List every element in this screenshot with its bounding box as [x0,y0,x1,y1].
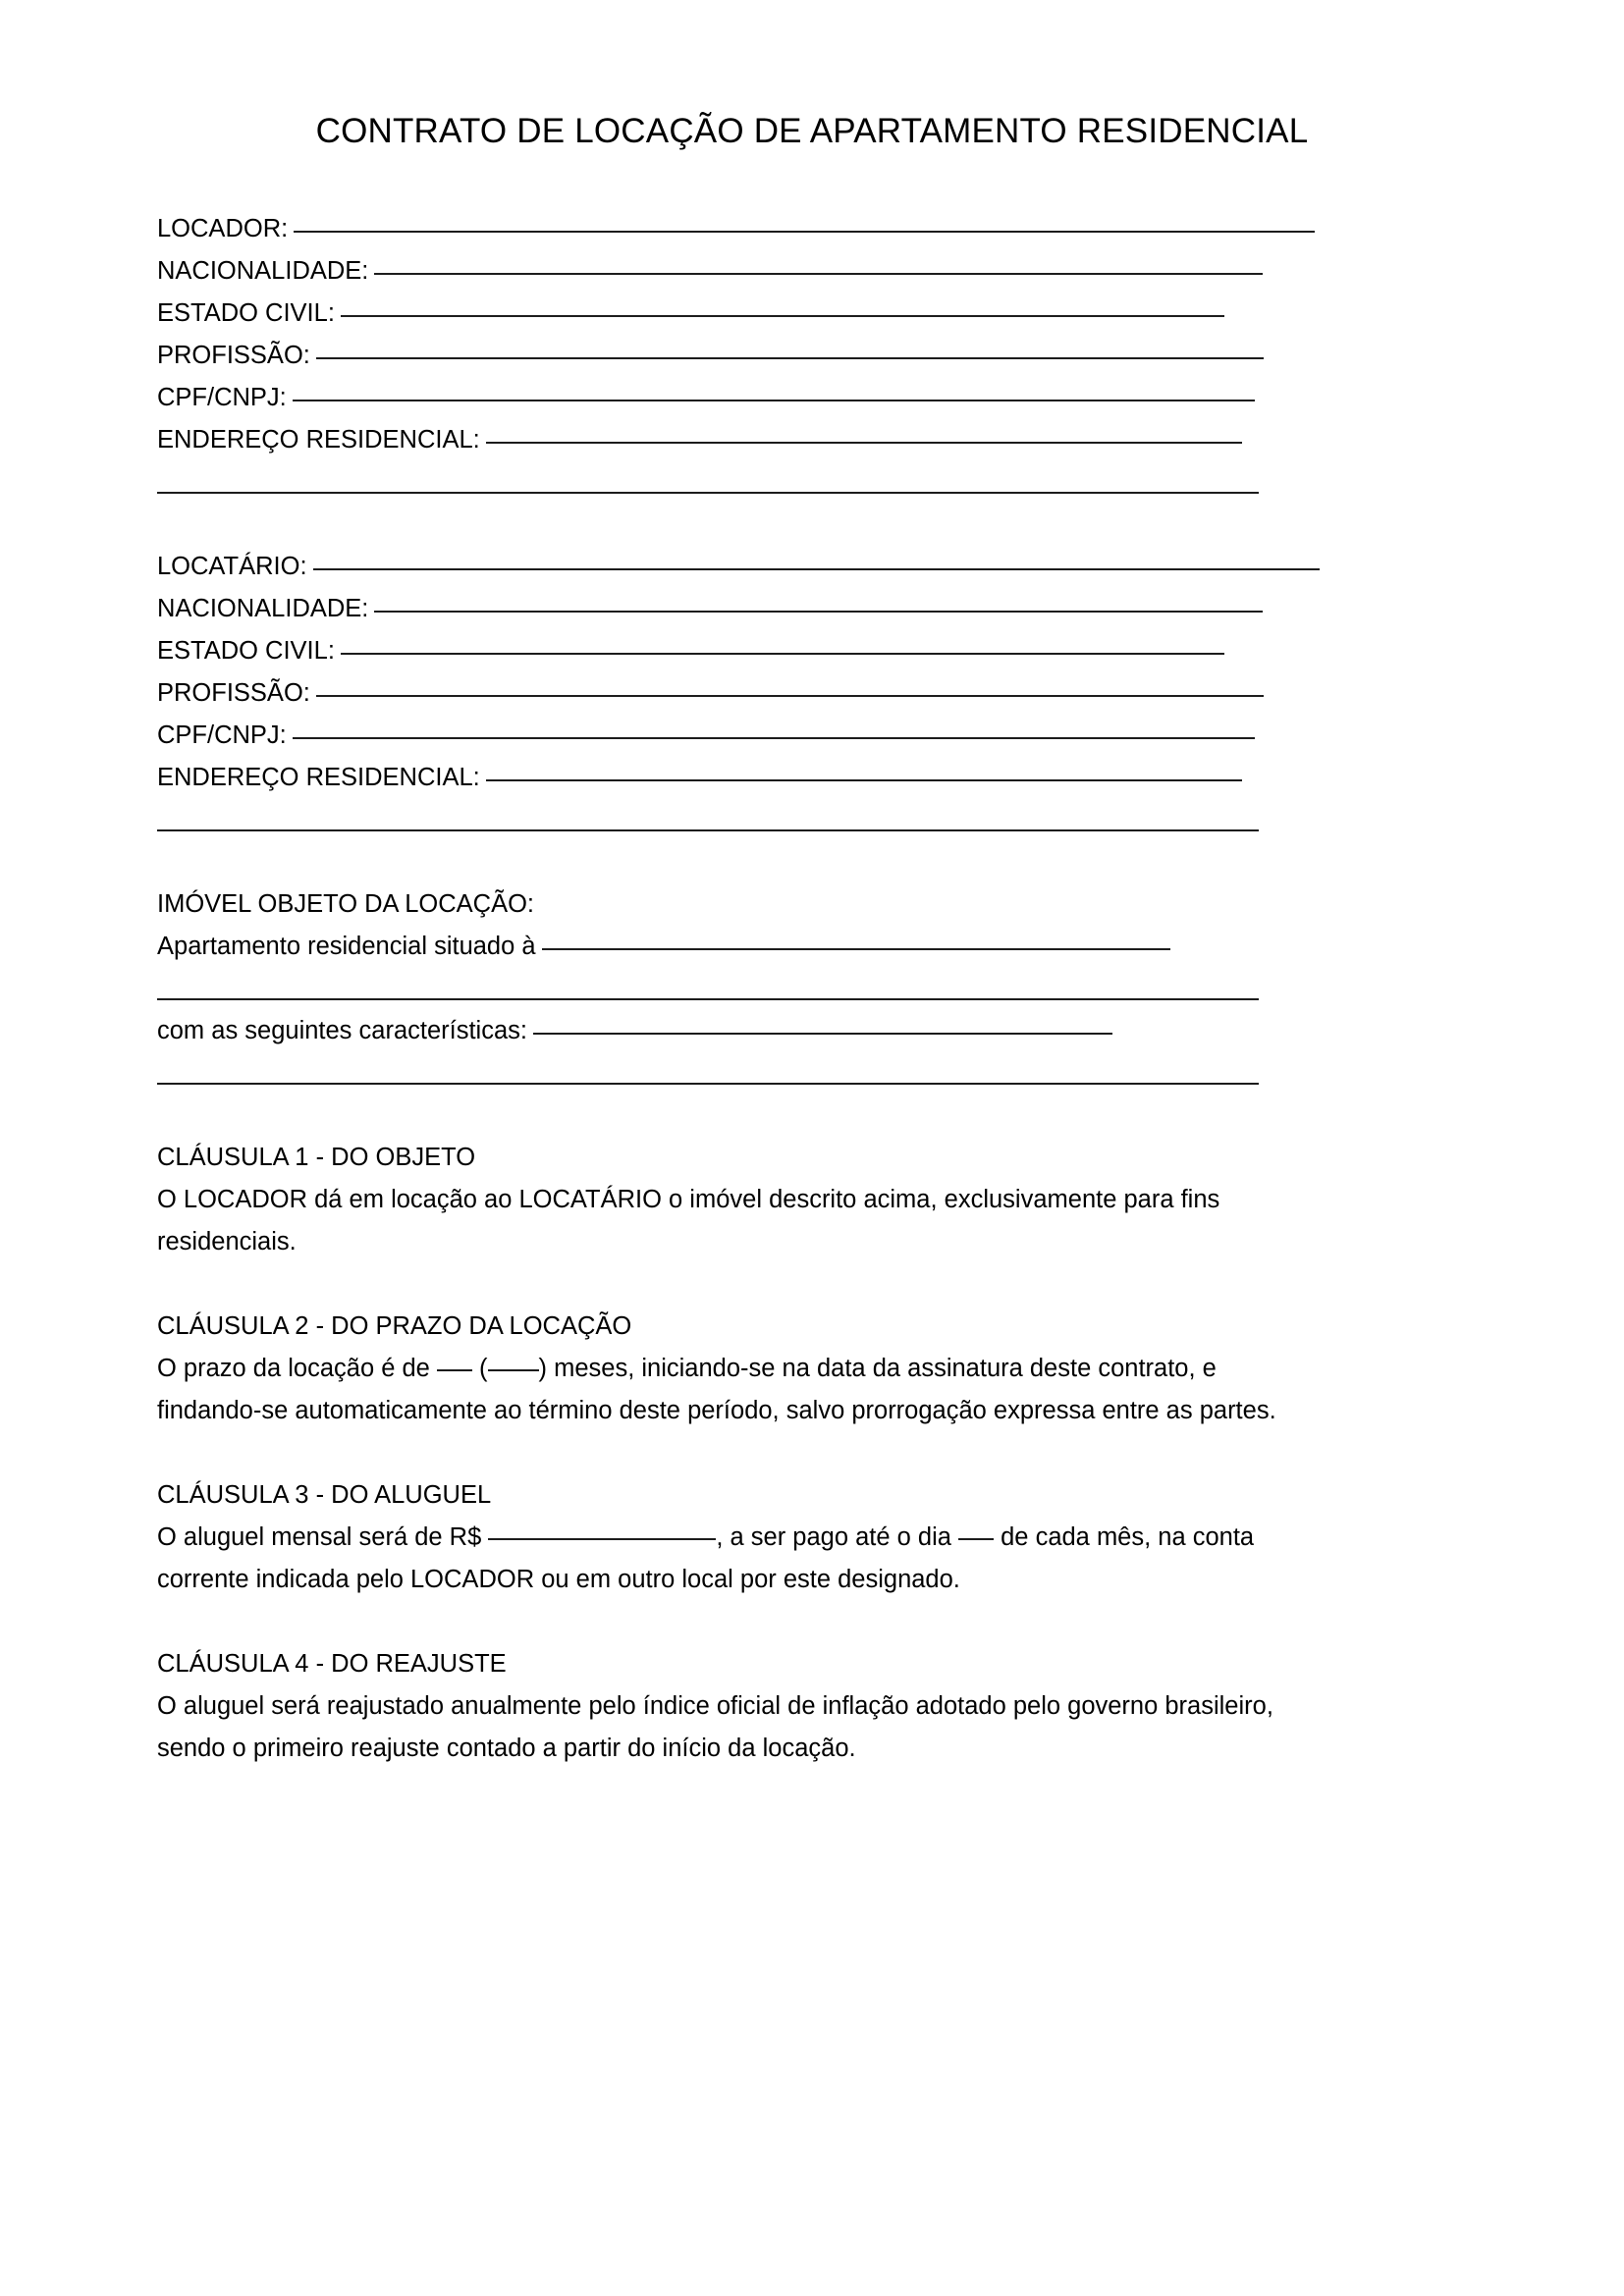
imovel-situado-rule[interactable] [542,948,1170,950]
imovel-caracteristicas-continuation-row [157,1052,1316,1095]
locador-field-rule[interactable] [316,357,1264,359]
locador-block [157,208,1316,504]
locador-field-row [157,419,1316,461]
clause-section [157,1137,1316,1306]
locatario-field-row [157,757,1316,799]
clause-paragraph [157,1685,1316,1728]
locador-field-rule[interactable] [341,315,1224,317]
spacer [157,504,1316,546]
spacer [157,1432,1316,1474]
clause-heading: CLÁUSULA 2 - DO PRAZO DA LOCAÇÃO [157,1312,632,1340]
locatario-field-row [157,630,1316,672]
fill-in-blank[interactable] [437,1369,472,1371]
imovel-caracteristicas-rule[interactable] [533,1033,1112,1035]
clause-section [157,1474,1316,1643]
locador-field-rule[interactable] [294,231,1315,233]
imovel-block [157,883,1316,1095]
locador-field-rule[interactable] [486,442,1242,444]
locador-field-rule[interactable] [293,400,1255,401]
locatario-field-label: NACIONALIDADE: [157,595,369,622]
clause-paragraph [157,1728,1316,1770]
imovel-heading: IMÓVEL OBJETO DA LOCAÇÃO: [157,890,535,918]
clause-text: O aluguel será reajustado anualmente pelo índice oficial de inflação adotado pelo governo brasileiro, [157,1692,1273,1720]
clause-text: O prazo da locação é de [157,1355,437,1382]
locador-continuation-rule[interactable] [157,492,1259,494]
clause-text: ) meses, iniciando-se na data da assinatura deste contrato, e findando-se automaticamente ao término deste período, salvo prorrogação expressa entre as partes. [157,1355,1276,1424]
clause-text: , a ser pago até o dia [716,1523,959,1551]
imovel-caracteristicas-label: com as seguintes características: [157,1017,527,1044]
locador-field-label: NACIONALIDADE: [157,257,369,285]
locatario-field-row [157,715,1316,757]
locador-field-label: LOCADOR: [157,215,289,242]
locador-field-label: PROFISSÃO: [157,342,310,369]
clause-paragraph [157,1179,1316,1263]
clause-text: sendo o primeiro reajuste contado a partir do início da locação. [157,1735,856,1762]
locatario-field-label: ESTADO CIVIL: [157,637,335,665]
document-body [157,208,1316,1770]
locatario-field-label: PROFISSÃO: [157,679,310,707]
clause-paragraph [157,1517,1316,1601]
locatario-field-rule[interactable] [293,737,1255,739]
spacer [157,1601,1316,1643]
clause-section [157,1306,1316,1474]
fill-in-blank[interactable] [488,1538,716,1540]
locador-field-row [157,293,1316,335]
locador-field-rule[interactable] [374,273,1263,275]
clause-heading: CLÁUSULA 1 - DO OBJETO [157,1144,476,1171]
locatario-continuation-row [157,799,1316,841]
locatario-field-row [157,546,1316,588]
clause-heading: CLÁUSULA 3 - DO ALUGUEL [157,1481,492,1509]
imovel-situado-field [157,926,1316,968]
locatario-field-label: LOCATÁRIO: [157,553,307,580]
locador-field-row [157,377,1316,419]
locatario-continuation-rule[interactable] [157,829,1259,831]
clause-text: ( [471,1355,488,1382]
page-title: CONTRATO DE LOCAÇÃO DE APARTAMENTO RESIDENCIAL [315,112,1309,150]
locador-field-label: CPF/CNPJ: [157,384,287,411]
clause-section [157,1643,1316,1770]
spacer [157,1095,1316,1137]
locador-field-row [157,250,1316,293]
locatario-field-rule[interactable] [374,611,1263,613]
locador-field-label: ENDEREÇO RESIDENCIAL: [157,426,480,454]
locatario-field-rule[interactable] [341,653,1224,655]
locador-field-label: ESTADO CIVIL: [157,299,335,327]
imovel-caracteristicas-continuation-rule[interactable] [157,1083,1259,1085]
clause-text: O aluguel mensal será de R$ [157,1523,489,1551]
clause-text: de cada mês, na conta corrente indicada pelo LOCADOR ou em outro local por este designado. [157,1523,1262,1593]
clause-text: O LOCADOR dá em locação ao LOCATÁRIO o imóvel descrito acima, exclusivamente para fins residenciais. [157,1186,1227,1255]
locatario-block [157,546,1316,841]
clause-paragraph [157,1348,1316,1432]
locatario-field-label: ENDEREÇO RESIDENCIAL: [157,764,480,791]
spacer [157,841,1316,883]
imovel-situado-label: Apartamento residencial situado à [157,933,536,960]
locador-continuation-row [157,461,1316,504]
locatario-field-row [157,588,1316,630]
locatario-field-row [157,672,1316,715]
imovel-situado-continuation-rule[interactable] [157,998,1259,1000]
fill-in-blank[interactable] [488,1369,539,1371]
fill-in-blank[interactable] [958,1538,994,1540]
locatario-field-rule[interactable] [313,568,1320,570]
locador-field-row [157,335,1316,377]
spacer [157,1263,1316,1306]
locatario-field-label: CPF/CNPJ: [157,721,287,749]
clause-heading: CLÁUSULA 4 - DO REAJUSTE [157,1650,507,1678]
clauses-container [157,1137,1316,1770]
imovel-caracteristicas-field [157,1010,1316,1052]
locador-field-row [157,208,1316,250]
locatario-field-rule[interactable] [316,695,1264,697]
imovel-situado-continuation-row [157,968,1316,1010]
locatario-field-rule[interactable] [486,779,1242,781]
